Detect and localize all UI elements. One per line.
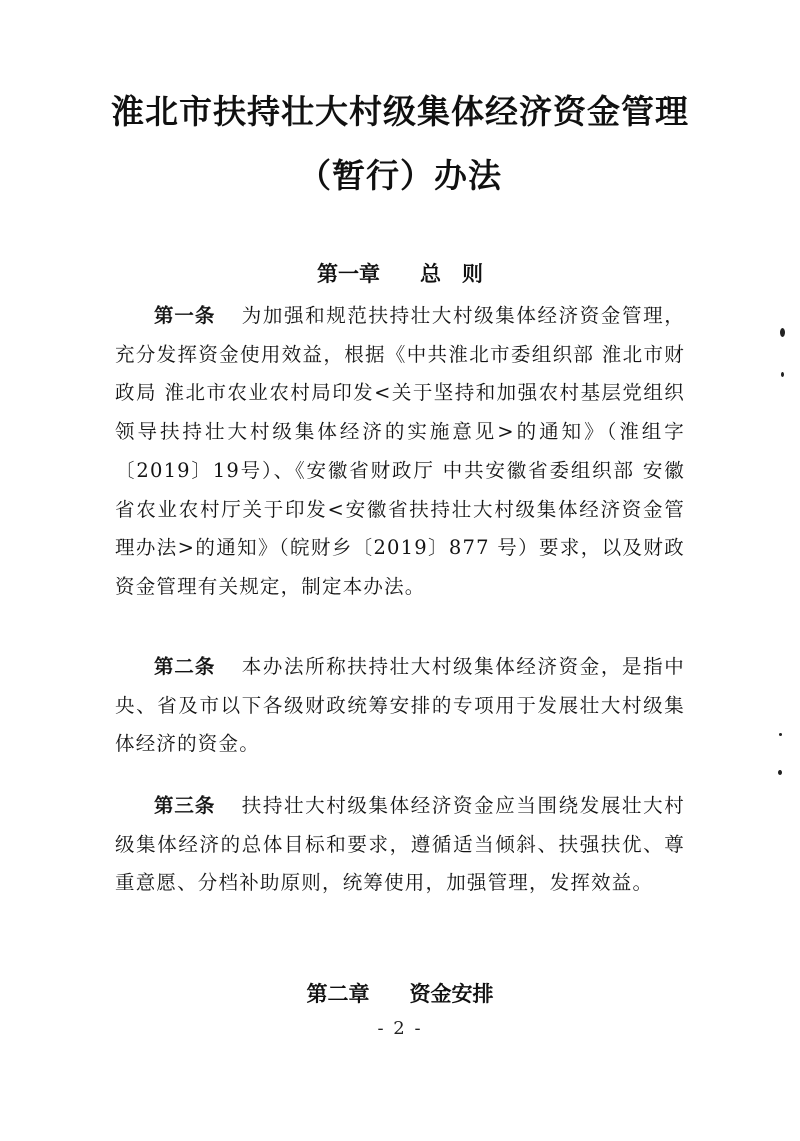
scan-speck [778,770,782,775]
article-paragraph [115,787,685,903]
article-paragraph [115,648,685,764]
article-text: 本办法所称扶持壮大村级集体经济资金，是指中央、省及市以下各级财政统筹安排的专项用于发展壮大村级集体经济的资金。 [115,655,685,756]
chapter-number: 第一章 [317,262,380,286]
document-title-line-2: （暂行）办法 [298,156,502,195]
page-number: - 2 - [377,1018,423,1039]
chapter-heading [0,978,800,1008]
chapter-heading [0,258,800,288]
chapter-name: 资金安排 [409,982,494,1006]
scan-speck [779,733,782,736]
chapter-name: 总 则 [420,262,483,286]
article-number: 第一条 [154,304,216,327]
article-number: 第二条 [154,655,216,678]
scan-speck [780,328,785,337]
article-text: 扶持壮大村级集体经济资金应当围绕发展壮大村级集体经济的总体目标和要求，遵循适当倾斜、扶强扶优、尊重意愿、分档补助原则，统筹使用，加强管理，发挥效益。 [115,794,685,895]
document-title-line-1: 淮北市扶持壮大村级集体经济资金管理 [111,92,689,131]
chapter-number: 第二章 [306,982,370,1006]
article-text: 为加强和规范扶持壮大村级集体经济资金管理，充分发挥资金使用效益，根据《中共淮北市委组织部 淮北市财政局 淮北市农业农村局印发<关于坚持和加强农村基层党组织领导扶持壮大村级集体经济的实施意见>的通知》（淮组字〔2019〕19号）、《安徽省财政厅 中共安徽省委组织部 安徽省农业农村厅关于印发<安徽省扶持壮大村级集体经济资金管理办法>的通知》（皖财乡〔2019〕877 号）要求，以及财政资金管理有关规定，制定本办法。 [115,304,685,598]
scan-speck [781,372,784,377]
article-paragraph [115,297,685,607]
article-number: 第三条 [154,794,216,817]
